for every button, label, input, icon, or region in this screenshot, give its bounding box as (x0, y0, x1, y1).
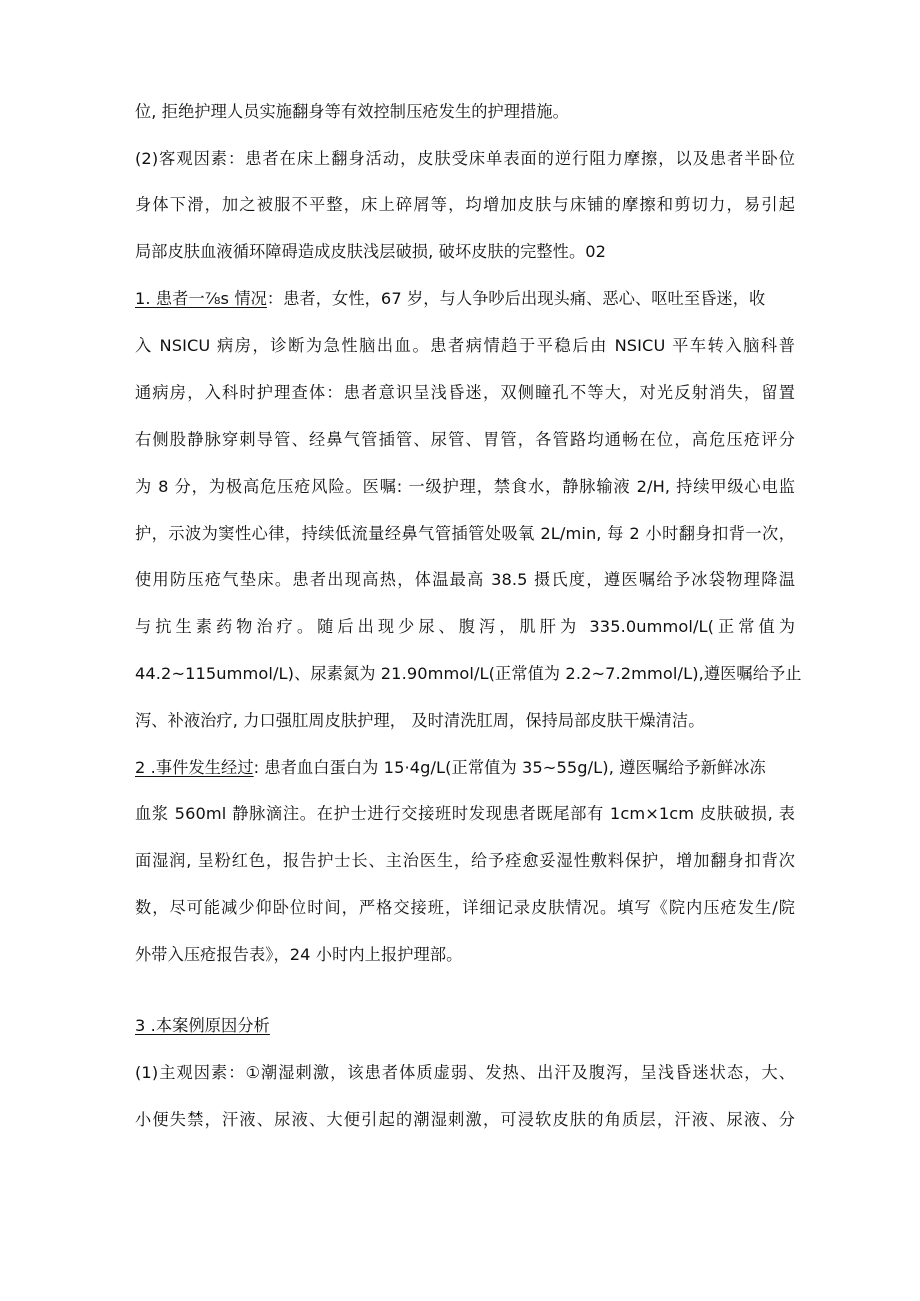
paragraph-line: 局部皮肤血液循环障碍造成皮肤浅层破损, 破坏皮肤的完整性。02 (135, 242, 607, 261)
paragraph-line: 位, 拒绝护理人员实施翻身等有效控制压疮发生的护理措施。 (135, 102, 569, 121)
section-1-text: ：患者，女性，67 岁，与人争吵后出现头痛、恶心、呕吐至昏迷，收 (266, 289, 766, 308)
section-3-label: .本案例原因分析 (145, 1016, 270, 1035)
paragraph-line: 身体下滑，加之被服不平整，床上碎屑等，均增加皮肤与床铺的摩擦和剪切力，易引起 (135, 195, 795, 214)
section-3-number: 3 (135, 1016, 146, 1035)
paragraph-line: (1)主观因素：①潮湿刺激，该患者体质虚弱、发热、出汗及腹泻，呈浅昏迷状态，大、 (135, 1063, 795, 1082)
section-2-heading-line (135, 754, 795, 782)
section-2-label: .事件发生经过 (145, 758, 254, 777)
paragraph-line: 右侧股静脉穿刺导管、经鼻气管插管、尿管、胃管，各管路均通畅在位，高危压疮评分 (135, 430, 795, 449)
paragraph-line: 使用防压疮气垫床。患者出现高热，体温最高 38.5 摄氏度，遵医嘱给予冰袋物理降温 (135, 570, 795, 589)
paragraph-line: 外带入压疮报告表》，24 小时内上报护理部。 (135, 945, 463, 964)
paragraph-line: 数，尽可能减少仰卧位时间，严格交接班，详细记录皮肤情况。填写《院内压疮发生/院 (135, 898, 795, 917)
paragraph-line: 通病房，入科时护理查体：患者意识呈浅昏迷，双侧瞳孔不等大，对光反射消失，留置 (135, 383, 795, 402)
paragraph-line: 护，示波为窦性心律，持续低流量经鼻气管插管处吸氧 2L∕min, 每 2 小时翻身扣背一次， (135, 524, 795, 543)
section-2-text: : 患者血白蛋白为 15·4g∕L(正常值为 35~55g∕L), 遵医嘱给予新鲜冰冻 (253, 758, 766, 777)
paragraph-line: 血浆 560ml 静脉滴注。在护士进行交接班时发现患者既尾部有 1cm×1cm 皮肤破损, 表 (135, 804, 795, 823)
paragraph-line: 与抗生素药物治疗。随后出现少尿、腹泻，肌肝为 335.0ummol∕L(正常值为 (135, 617, 795, 636)
paragraph-line: 泻、补液治疗, 力口强肛周皮肤护理， 及时清洗肛周，保持局部皮肤干燥清洁。 (135, 711, 705, 730)
section-2-number: 2 (135, 758, 146, 777)
paragraph-line: 为 8 分，为极高危压疮风险。医嘱: 一级护理，禁食水，静脉输液 2/H, 持续甲级心电监 (135, 477, 795, 496)
paragraph-line: (2)客观因素：患者在床上翻身活动，皮肤受床单表面的逆行阻力摩擦，以及患者半卧位 (135, 149, 795, 168)
paragraph-line: 入 NSICU 病房，诊断为急性脑出血。患者病情趋于平稳后由 NSICU 平车转入脑科普 (135, 336, 795, 355)
section-3-heading-line (135, 1012, 795, 1040)
paragraph-line: 小便失禁，汗液、尿液、大便引起的潮湿刺激，可浸软皮肤的角质层，汗液、尿液、分 (135, 1110, 795, 1129)
paragraph-line: 44.2~115ummol∕L)、尿素氮为 21.90mmol∕L(正常值为 2.2~7.2mmol∕L),遵医嘱给予止 (135, 664, 802, 683)
section-1-heading-line (135, 285, 795, 313)
section-1-label: 1. 患者一⅞s 情况 (135, 289, 267, 308)
paragraph-line: 面湿润, 呈粉红色，报告护士长、主治医生，给予痊愈妥湿性敷料保护，增加翻身扣背次 (135, 851, 795, 870)
